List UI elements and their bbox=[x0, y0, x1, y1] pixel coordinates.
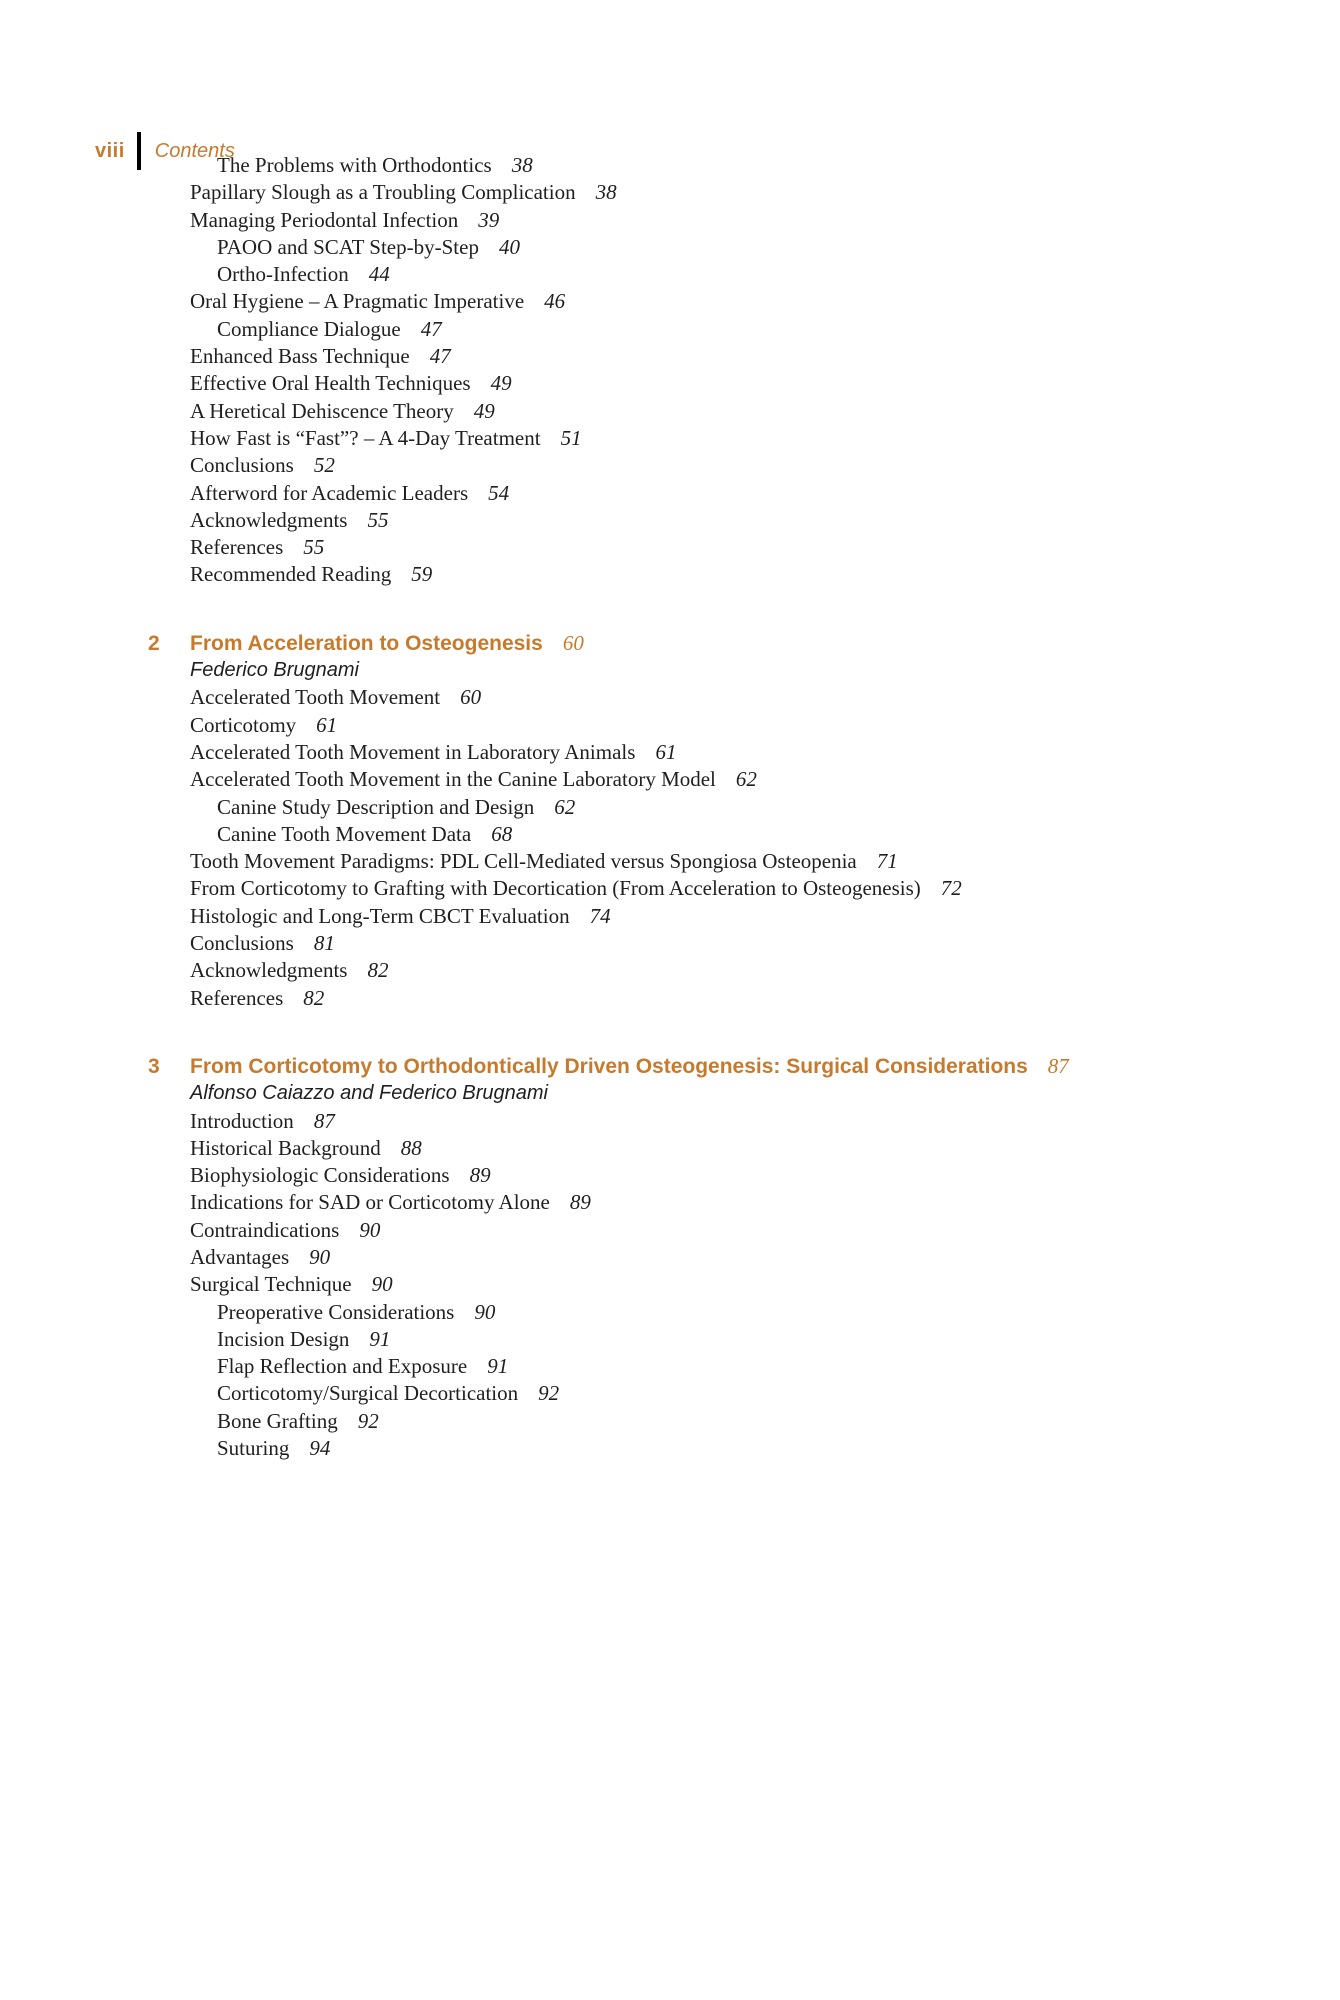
toc-entry-page: 74 bbox=[589, 903, 611, 928]
toc-entry bbox=[148, 179, 1278, 206]
toc-entry bbox=[148, 1108, 1278, 1135]
toc-entry bbox=[148, 561, 1278, 588]
toc-entry-page: 38 bbox=[511, 153, 533, 177]
toc-entry-page: 88 bbox=[400, 1135, 422, 1160]
toc-entry-label: The Problems with Orthodontics bbox=[217, 153, 492, 177]
toc-entry-page: 62 bbox=[554, 794, 576, 819]
toc-entry bbox=[148, 903, 1278, 930]
toc-entry-label: Compliance Dialogue bbox=[217, 316, 401, 341]
toc-entry-label: References bbox=[190, 535, 284, 560]
toc-entry-page: 52 bbox=[313, 453, 335, 478]
toc-entry-label: Corticotomy bbox=[190, 712, 297, 737]
toc-entry bbox=[148, 1162, 1278, 1189]
toc-entry-label: Canine Tooth Movement Data bbox=[217, 821, 472, 846]
chapter-authors: Alfonso Caiazzo and Federico Brugnami bbox=[190, 1082, 548, 1105]
toc-entry-label: Accelerated Tooth Movement in the Canine Laboratory Model bbox=[190, 767, 716, 792]
toc-section bbox=[148, 152, 1278, 589]
toc-entry bbox=[148, 1271, 1278, 1298]
toc-entry-page: 92 bbox=[538, 1381, 560, 1406]
toc-entry-label: PAOO and SCAT Step-by-Step bbox=[217, 234, 479, 259]
toc-entry bbox=[148, 684, 1278, 711]
toc-entry bbox=[148, 152, 1278, 179]
toc-entry-page: 47 bbox=[429, 344, 451, 369]
toc-entry bbox=[148, 712, 1278, 739]
toc-entry bbox=[148, 398, 1278, 425]
toc-entry-label: Papillary Slough as a Troubling Complication bbox=[190, 180, 576, 205]
toc-entry-label: Advantages bbox=[190, 1244, 290, 1269]
chapter-title: From Corticotomy to Orthodontically Driven Osteogenesis: Surgical Considerations bbox=[190, 1054, 1028, 1078]
toc-entry bbox=[148, 1189, 1278, 1216]
toc-entry bbox=[148, 821, 1278, 848]
toc-entry-label: Acknowledgments bbox=[190, 507, 348, 532]
toc-entry bbox=[148, 534, 1278, 561]
toc-entry-label: Recommended Reading bbox=[190, 562, 392, 587]
toc-entry-label: Effective Oral Health Techniques bbox=[190, 371, 471, 396]
toc-entry-label: Bone Grafting bbox=[217, 1408, 338, 1433]
toc-entry-page: 92 bbox=[357, 1408, 379, 1433]
toc-entry-page: 68 bbox=[491, 821, 513, 846]
toc-entry-page: 60 bbox=[460, 685, 482, 710]
toc-entry-page: 91 bbox=[369, 1326, 391, 1351]
header-rule bbox=[137, 132, 141, 170]
toc-entry-label: Incision Design bbox=[217, 1326, 350, 1351]
toc-entry bbox=[148, 480, 1278, 507]
toc-entry-page: 90 bbox=[474, 1299, 496, 1324]
toc-entry-page: 40 bbox=[498, 234, 520, 259]
toc-entry bbox=[148, 425, 1278, 452]
toc-entry-label: Accelerated Tooth Movement in Laboratory Animals bbox=[190, 739, 636, 764]
toc-entry-label: Managing Periodontal Infection bbox=[190, 207, 459, 232]
toc-entry bbox=[148, 848, 1278, 875]
toc-entry bbox=[148, 1408, 1278, 1435]
toc-entry bbox=[148, 985, 1278, 1012]
toc-entry-page: 44 bbox=[368, 262, 390, 287]
toc-entry-label: From Corticotomy to Grafting with Decortication (From Acceleration to Osteogenesis) bbox=[190, 876, 921, 901]
toc bbox=[148, 152, 1278, 1462]
toc-entry-page: 54 bbox=[488, 480, 510, 505]
toc-entry-label: Accelerated Tooth Movement bbox=[190, 685, 441, 710]
toc-entry bbox=[148, 261, 1278, 288]
toc-entry bbox=[148, 930, 1278, 957]
toc-entry-label: Flap Reflection and Exposure bbox=[217, 1354, 468, 1379]
toc-entry-page: 91 bbox=[487, 1354, 509, 1379]
toc-entry-label: Indications for SAD or Corticotomy Alone bbox=[190, 1190, 550, 1215]
toc-entry bbox=[148, 1244, 1278, 1271]
chapter-page-number: 87 bbox=[1047, 1053, 1069, 1078]
page-folio: viii bbox=[95, 139, 125, 162]
toc-entry bbox=[148, 1353, 1278, 1380]
toc-entry-page: 46 bbox=[544, 289, 566, 314]
toc-entry bbox=[148, 343, 1278, 370]
toc-entry-label: Tooth Movement Paradigms: PDL Cell-Mediated versus Spongiosa Osteopenia bbox=[190, 849, 857, 874]
toc-entry-label: Surgical Technique bbox=[190, 1272, 352, 1297]
toc-entry bbox=[148, 316, 1278, 343]
chapter-title: From Acceleration to Osteogenesis bbox=[190, 631, 543, 655]
toc-entry-label: Conclusions bbox=[190, 931, 294, 956]
chapter-page-number: 60 bbox=[562, 630, 584, 655]
toc-entry-page: 49 bbox=[490, 371, 512, 396]
toc-entry-label: Biophysiologic Considerations bbox=[190, 1163, 450, 1188]
chapter-number: 3 bbox=[148, 1054, 160, 1078]
toc-entry-label: Conclusions bbox=[190, 453, 294, 478]
toc-entry-page: 61 bbox=[316, 712, 338, 737]
toc-entry bbox=[148, 452, 1278, 479]
toc-entry-page: 39 bbox=[478, 207, 500, 232]
toc-entry-label: Historical Background bbox=[190, 1135, 381, 1160]
toc-entry-label: Corticotomy/Surgical Decortication bbox=[217, 1381, 519, 1406]
toc-entry-page: 71 bbox=[876, 849, 898, 874]
toc-entry-page: 49 bbox=[473, 398, 495, 423]
toc-entry bbox=[148, 370, 1278, 397]
toc-entry bbox=[148, 739, 1278, 766]
toc-entry-page: 38 bbox=[595, 180, 617, 205]
toc-entry bbox=[148, 1435, 1278, 1462]
toc-entry-page: 51 bbox=[560, 425, 582, 450]
toc-entry bbox=[148, 234, 1278, 261]
toc-entry-page: 72 bbox=[940, 876, 962, 901]
toc-section bbox=[148, 1053, 1278, 1462]
toc-entry-label: Canine Study Description and Design bbox=[217, 794, 535, 819]
toc-entry-page: 89 bbox=[469, 1163, 491, 1188]
toc-entry-page: 61 bbox=[655, 739, 677, 764]
chapter-heading bbox=[148, 630, 1278, 657]
chapter-number: 2 bbox=[148, 631, 160, 655]
toc-entry-page: 94 bbox=[309, 1436, 331, 1461]
toc-entry-label: Ortho-Infection bbox=[217, 262, 349, 287]
toc-entry-page: 89 bbox=[569, 1190, 591, 1215]
toc-entry bbox=[148, 875, 1278, 902]
toc-entry-label: Acknowledgments bbox=[190, 958, 348, 983]
toc-entry-page: 55 bbox=[367, 507, 389, 532]
toc-entry bbox=[148, 507, 1278, 534]
toc-entry-label: Histologic and Long-Term CBCT Evaluation bbox=[190, 903, 570, 928]
chapter-heading bbox=[148, 1053, 1278, 1080]
toc-entry-label: A Heretical Dehiscence Theory bbox=[190, 398, 454, 423]
toc-entry-page: 90 bbox=[359, 1217, 381, 1242]
toc-entry-page: 90 bbox=[371, 1272, 393, 1297]
toc-entry-page: 87 bbox=[313, 1108, 335, 1133]
toc-entry-label: Afterword for Academic Leaders bbox=[190, 480, 469, 505]
toc-entry-page: 55 bbox=[303, 535, 325, 560]
toc-entry-page: 90 bbox=[309, 1244, 331, 1269]
toc-entry bbox=[148, 207, 1278, 234]
toc-entry bbox=[148, 794, 1278, 821]
toc-entry-page: 81 bbox=[313, 931, 335, 956]
toc-entry bbox=[148, 288, 1278, 315]
toc-entry-label: Enhanced Bass Technique bbox=[190, 344, 410, 369]
toc-entry-label: Introduction bbox=[190, 1108, 294, 1133]
toc-entry bbox=[148, 1380, 1278, 1407]
chapter-authors: Federico Brugnami bbox=[190, 659, 359, 682]
toc-section bbox=[148, 630, 1278, 1012]
toc-entry bbox=[148, 1217, 1278, 1244]
toc-entry bbox=[148, 1299, 1278, 1326]
toc-entry-page: 82 bbox=[367, 958, 389, 983]
toc-entry-page: 47 bbox=[420, 316, 442, 341]
toc-entry bbox=[148, 766, 1278, 793]
toc-entry bbox=[148, 1326, 1278, 1353]
toc-entry-page: 62 bbox=[735, 767, 757, 792]
toc-entry-label: Contraindications bbox=[190, 1217, 340, 1242]
toc-entry-page: 59 bbox=[411, 562, 433, 587]
toc-entry-label: Suturing bbox=[217, 1436, 290, 1461]
toc-entry-label: How Fast is “Fast”? – A 4-Day Treatment bbox=[190, 425, 541, 450]
toc-entry bbox=[148, 1135, 1278, 1162]
toc-entry-page: 82 bbox=[303, 985, 325, 1010]
toc-entry bbox=[148, 957, 1278, 984]
header-title: Contents bbox=[154, 139, 235, 162]
toc-entry-label: Oral Hygiene – A Pragmatic Imperative bbox=[190, 289, 525, 314]
toc-entry-label: Preoperative Considerations bbox=[217, 1299, 455, 1324]
toc-entry-label: References bbox=[190, 985, 284, 1010]
